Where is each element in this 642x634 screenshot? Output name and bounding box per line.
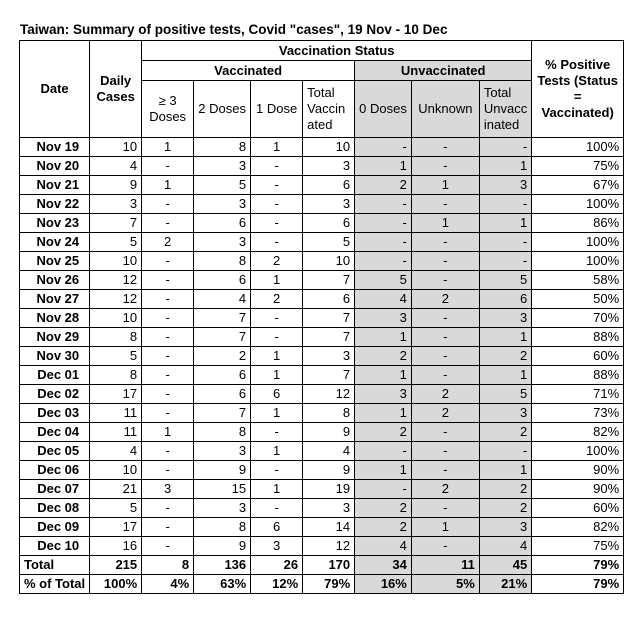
cell-0-doses: 2 (355, 499, 412, 518)
cell-total-unvaccinated: - (479, 233, 531, 252)
cell-date: Dec 07 (20, 480, 90, 499)
cell-total-unvaccinated: 2 (479, 423, 531, 442)
cell-daily-cases: 7 (90, 214, 142, 233)
cell-pct-positive: 88% (532, 366, 624, 385)
cell-daily-cases: 21 (90, 480, 142, 499)
header-total-unvaccinated: Total Unvacc inated (479, 81, 531, 138)
table-row (20, 347, 624, 366)
cell-pct-positive: 86% (532, 214, 624, 233)
header-2-doses: 2 Doses (194, 81, 251, 138)
cell-2-doses: 3 (194, 499, 251, 518)
cell-0-doses: 4 (355, 290, 412, 309)
cell-0-doses: - (355, 214, 412, 233)
cell-2-doses: 2 (194, 347, 251, 366)
cell-total-unvaccinated: 3 (479, 176, 531, 195)
cell-daily-cases: 12 (90, 271, 142, 290)
cell-1-dose: 6 (251, 385, 303, 404)
header-vaccinated: Vaccinated (142, 61, 355, 81)
cell-2-doses: 3 (194, 157, 251, 176)
total-cell-ge3-doses: 8 (142, 556, 194, 575)
cell-pct-positive: 82% (532, 423, 624, 442)
cell-total-unvaccinated: - (479, 138, 531, 157)
cell-total-unvaccinated: - (479, 442, 531, 461)
cell-daily-cases: 17 (90, 518, 142, 537)
cell-unknown: 2 (411, 480, 479, 499)
cell-0-doses: 1 (355, 157, 412, 176)
total-cell-0-doses: 34 (355, 556, 412, 575)
table-row (20, 157, 624, 176)
cell-total-unvaccinated: 3 (479, 518, 531, 537)
cell-date: Nov 25 (20, 252, 90, 271)
cell-ge3-doses: - (142, 461, 194, 480)
cell-1-dose: 1 (251, 347, 303, 366)
cell-date: Dec 09 (20, 518, 90, 537)
cell-daily-cases: 8 (90, 366, 142, 385)
cell-ge3-doses: - (142, 404, 194, 423)
table-row (20, 423, 624, 442)
table-row (20, 214, 624, 233)
cell-1-dose: 6 (251, 518, 303, 537)
cell-0-doses: 1 (355, 366, 412, 385)
cell-1-dose: 1 (251, 366, 303, 385)
cell-total-vaccinated: 19 (303, 480, 355, 499)
cell-unknown: - (411, 233, 479, 252)
cell-total-unvaccinated: 3 (479, 309, 531, 328)
cell-2-doses: 3 (194, 233, 251, 252)
header-daily-cases: Daily Cases (90, 41, 142, 138)
cell-total-vaccinated: 5 (303, 233, 355, 252)
cell-1-dose: - (251, 309, 303, 328)
cell-0-doses: 2 (355, 518, 412, 537)
pct-total-cell-date: % of Total (20, 575, 90, 594)
table-row (20, 290, 624, 309)
cell-unknown: - (411, 423, 479, 442)
cell-date: Nov 21 (20, 176, 90, 195)
cell-pct-positive: 100% (532, 195, 624, 214)
cell-unknown: - (411, 366, 479, 385)
cell-0-doses: - (355, 233, 412, 252)
cell-total-vaccinated: 6 (303, 176, 355, 195)
table-row (20, 176, 624, 195)
pct-total-cell-unknown: 5% (411, 575, 479, 594)
total-cell-unknown: 11 (411, 556, 479, 575)
cell-total-unvaccinated: 5 (479, 385, 531, 404)
cell-0-doses: - (355, 252, 412, 271)
cell-unknown: 1 (411, 176, 479, 195)
cell-date: Dec 08 (20, 499, 90, 518)
cell-unknown: 2 (411, 385, 479, 404)
cell-1-dose: - (251, 461, 303, 480)
pct-total-cell-0-doses: 16% (355, 575, 412, 594)
cell-pct-positive: 71% (532, 385, 624, 404)
cell-0-doses: - (355, 138, 412, 157)
cell-2-doses: 3 (194, 195, 251, 214)
cell-daily-cases: 4 (90, 157, 142, 176)
cell-ge3-doses: 3 (142, 480, 194, 499)
cell-pct-positive: 100% (532, 233, 624, 252)
cell-1-dose: - (251, 499, 303, 518)
cell-2-doses: 3 (194, 442, 251, 461)
cell-total-unvaccinated: - (479, 252, 531, 271)
cell-pct-positive: 82% (532, 518, 624, 537)
cell-total-vaccinated: 8 (303, 404, 355, 423)
cell-date: Dec 06 (20, 461, 90, 480)
cell-date: Nov 30 (20, 347, 90, 366)
table-row (20, 442, 624, 461)
cell-1-dose: - (251, 423, 303, 442)
header-unvaccinated: Unvaccinated (355, 61, 532, 81)
pct-total-row (20, 575, 624, 594)
cell-2-doses: 6 (194, 366, 251, 385)
total-cell-daily-cases: 215 (90, 556, 142, 575)
cell-total-vaccinated: 3 (303, 157, 355, 176)
cell-1-dose: 1 (251, 442, 303, 461)
cell-ge3-doses: - (142, 366, 194, 385)
cell-daily-cases: 12 (90, 290, 142, 309)
header-total-vaccinated: Total Vaccin ated (303, 81, 355, 138)
cell-ge3-doses: - (142, 385, 194, 404)
cell-unknown: - (411, 157, 479, 176)
cell-total-unvaccinated: 2 (479, 480, 531, 499)
cell-2-doses: 8 (194, 138, 251, 157)
cell-total-vaccinated: 3 (303, 499, 355, 518)
header-pct-positive: % Positive Tests (Status = Vaccinated) (532, 41, 624, 138)
cell-unknown: 2 (411, 290, 479, 309)
table-row (20, 138, 624, 157)
cell-2-doses: 8 (194, 518, 251, 537)
cell-0-doses: 2 (355, 347, 412, 366)
cell-total-unvaccinated: 2 (479, 347, 531, 366)
cell-ge3-doses: 1 (142, 176, 194, 195)
cell-unknown: - (411, 499, 479, 518)
cell-unknown: - (411, 537, 479, 556)
table-row (20, 499, 624, 518)
total-cell-date: Total (20, 556, 90, 575)
cell-unknown: - (411, 252, 479, 271)
pct-total-cell-ge3-doses: 4% (142, 575, 194, 594)
table-row (20, 385, 624, 404)
cell-daily-cases: 5 (90, 347, 142, 366)
cell-pct-positive: 90% (532, 461, 624, 480)
cell-unknown: - (411, 347, 479, 366)
pct-total-cell-daily-cases: 100% (90, 575, 142, 594)
header-1-dose: 1 Dose (251, 81, 303, 138)
cell-2-doses: 7 (194, 328, 251, 347)
cell-ge3-doses: - (142, 157, 194, 176)
cell-pct-positive: 100% (532, 252, 624, 271)
cell-date: Dec 05 (20, 442, 90, 461)
cell-daily-cases: 11 (90, 423, 142, 442)
cell-ge3-doses: - (142, 290, 194, 309)
cell-total-unvaccinated: 3 (479, 404, 531, 423)
cell-1-dose: 2 (251, 252, 303, 271)
cell-0-doses: 3 (355, 309, 412, 328)
cell-2-doses: 4 (194, 290, 251, 309)
cell-2-doses: 15 (194, 480, 251, 499)
table-row (20, 404, 624, 423)
total-row (20, 556, 624, 575)
cell-daily-cases: 10 (90, 138, 142, 157)
cell-total-unvaccinated: 6 (479, 290, 531, 309)
cases-table (19, 40, 624, 594)
total-cell-1-dose: 26 (251, 556, 303, 575)
cell-0-doses: 2 (355, 176, 412, 195)
total-cell-2-doses: 136 (194, 556, 251, 575)
cell-date: Nov 26 (20, 271, 90, 290)
cell-total-vaccinated: 3 (303, 347, 355, 366)
cell-pct-positive: 75% (532, 157, 624, 176)
total-cell-pct-positive: 79% (532, 556, 624, 575)
table-row (20, 233, 624, 252)
cell-date: Dec 02 (20, 385, 90, 404)
cell-1-dose: 1 (251, 404, 303, 423)
cell-unknown: 2 (411, 404, 479, 423)
cell-1-dose: 1 (251, 271, 303, 290)
cell-ge3-doses: - (142, 328, 194, 347)
cell-0-doses: - (355, 195, 412, 214)
cell-pct-positive: 70% (532, 309, 624, 328)
cell-0-doses: 1 (355, 328, 412, 347)
cell-date: Nov 23 (20, 214, 90, 233)
cell-daily-cases: 16 (90, 537, 142, 556)
cell-2-doses: 8 (194, 423, 251, 442)
cell-pct-positive: 88% (532, 328, 624, 347)
cell-total-unvaccinated: 4 (479, 537, 531, 556)
cell-unknown: - (411, 442, 479, 461)
table-row (20, 252, 624, 271)
cell-daily-cases: 9 (90, 176, 142, 195)
header-0-doses: 0 Doses (355, 81, 412, 138)
pct-total-cell-2-doses: 63% (194, 575, 251, 594)
cell-daily-cases: 4 (90, 442, 142, 461)
cell-pct-positive: 67% (532, 176, 624, 195)
header-ge3-doses: ≥ 3 Doses (142, 81, 194, 138)
cell-pct-positive: 60% (532, 347, 624, 366)
cell-daily-cases: 10 (90, 309, 142, 328)
pct-total-cell-1-dose: 12% (251, 575, 303, 594)
cell-total-vaccinated: 6 (303, 290, 355, 309)
cell-0-doses: 2 (355, 423, 412, 442)
cell-1-dose: - (251, 214, 303, 233)
cell-1-dose: 1 (251, 480, 303, 499)
cell-ge3-doses: - (142, 499, 194, 518)
cell-ge3-doses: - (142, 252, 194, 271)
cell-0-doses: - (355, 442, 412, 461)
cell-daily-cases: 10 (90, 252, 142, 271)
cell-total-vaccinated: 9 (303, 423, 355, 442)
cell-2-doses: 6 (194, 385, 251, 404)
cell-pct-positive: 50% (532, 290, 624, 309)
cell-1-dose: - (251, 176, 303, 195)
cell-1-dose: 3 (251, 537, 303, 556)
cell-1-dose: - (251, 328, 303, 347)
cell-unknown: - (411, 328, 479, 347)
cell-total-vaccinated: 10 (303, 252, 355, 271)
cell-daily-cases: 8 (90, 328, 142, 347)
cell-total-vaccinated: 10 (303, 138, 355, 157)
cell-total-unvaccinated: 1 (479, 157, 531, 176)
cell-0-doses: 5 (355, 271, 412, 290)
cell-ge3-doses: - (142, 271, 194, 290)
cell-date: Dec 10 (20, 537, 90, 556)
cell-ge3-doses: - (142, 442, 194, 461)
cell-pct-positive: 58% (532, 271, 624, 290)
cell-daily-cases: 17 (90, 385, 142, 404)
cell-total-unvaccinated: 1 (479, 366, 531, 385)
pct-total-cell-total-unvaccinated: 21% (479, 575, 531, 594)
cell-1-dose: 1 (251, 138, 303, 157)
cell-daily-cases: 11 (90, 404, 142, 423)
cell-2-doses: 6 (194, 214, 251, 233)
cell-total-unvaccinated: 1 (479, 461, 531, 480)
cell-pct-positive: 75% (532, 537, 624, 556)
header-unknown: Unknown (411, 81, 479, 138)
cell-date: Dec 03 (20, 404, 90, 423)
total-cell-total-vaccinated: 170 (303, 556, 355, 575)
table-row (20, 366, 624, 385)
table-row (20, 195, 624, 214)
cell-total-unvaccinated: 1 (479, 328, 531, 347)
cell-1-dose: - (251, 157, 303, 176)
cell-1-dose: 2 (251, 290, 303, 309)
cell-date: Nov 19 (20, 138, 90, 157)
cell-1-dose: - (251, 195, 303, 214)
cell-total-unvaccinated: - (479, 195, 531, 214)
cell-total-unvaccinated: 2 (479, 499, 531, 518)
cell-pct-positive: 60% (532, 499, 624, 518)
cell-unknown: - (411, 138, 479, 157)
cell-ge3-doses: - (142, 537, 194, 556)
cell-unknown: - (411, 309, 479, 328)
cell-unknown: - (411, 461, 479, 480)
cell-total-vaccinated: 3 (303, 195, 355, 214)
cell-total-vaccinated: 14 (303, 518, 355, 537)
cell-1-dose: - (251, 233, 303, 252)
cell-2-doses: 9 (194, 537, 251, 556)
cell-ge3-doses: - (142, 347, 194, 366)
total-cell-total-unvaccinated: 45 (479, 556, 531, 575)
cell-ge3-doses: 1 (142, 138, 194, 157)
cell-2-doses: 5 (194, 176, 251, 195)
cell-date: Nov 27 (20, 290, 90, 309)
cell-2-doses: 7 (194, 404, 251, 423)
pct-total-cell-pct-positive: 79% (532, 575, 624, 594)
table-row (20, 461, 624, 480)
cell-2-doses: 9 (194, 461, 251, 480)
cell-total-vaccinated: 6 (303, 214, 355, 233)
cell-unknown: - (411, 271, 479, 290)
cell-unknown: 1 (411, 214, 479, 233)
cell-pct-positive: 90% (532, 480, 624, 499)
cell-total-vaccinated: 7 (303, 271, 355, 290)
cell-pct-positive: 100% (532, 442, 624, 461)
table-title: Taiwan: Summary of positive tests, Covid "cases", 19 Nov - 10 Dec (20, 22, 448, 37)
cell-date: Nov 20 (20, 157, 90, 176)
cell-total-vaccinated: 12 (303, 537, 355, 556)
cell-date: Dec 01 (20, 366, 90, 385)
cell-daily-cases: 10 (90, 461, 142, 480)
cell-daily-cases: 5 (90, 233, 142, 252)
cell-total-unvaccinated: 1 (479, 214, 531, 233)
table-row (20, 518, 624, 537)
cell-total-vaccinated: 7 (303, 366, 355, 385)
table-row (20, 480, 624, 499)
cell-date: Nov 28 (20, 309, 90, 328)
cell-daily-cases: 5 (90, 499, 142, 518)
cell-2-doses: 7 (194, 309, 251, 328)
cell-pct-positive: 73% (532, 404, 624, 423)
cell-ge3-doses: - (142, 309, 194, 328)
cell-unknown: - (411, 195, 479, 214)
cell-date: Dec 04 (20, 423, 90, 442)
cell-0-doses: 1 (355, 404, 412, 423)
cell-total-vaccinated: 7 (303, 328, 355, 347)
cell-daily-cases: 3 (90, 195, 142, 214)
header-date: Date (20, 41, 90, 138)
cell-pct-positive: 100% (532, 138, 624, 157)
cell-ge3-doses: 1 (142, 423, 194, 442)
cell-total-vaccinated: 7 (303, 309, 355, 328)
cell-unknown: 1 (411, 518, 479, 537)
cell-2-doses: 6 (194, 271, 251, 290)
cell-date: Nov 24 (20, 233, 90, 252)
cell-ge3-doses: - (142, 214, 194, 233)
cell-2-doses: 8 (194, 252, 251, 271)
cell-ge3-doses: - (142, 518, 194, 537)
cell-ge3-doses: 2 (142, 233, 194, 252)
cell-total-vaccinated: 12 (303, 385, 355, 404)
cell-ge3-doses: - (142, 195, 194, 214)
cell-total-vaccinated: 9 (303, 461, 355, 480)
header-vaccination-status: Vaccination Status (142, 41, 532, 61)
cell-total-unvaccinated: 5 (479, 271, 531, 290)
pct-total-cell-total-vaccinated: 79% (303, 575, 355, 594)
table-body (20, 138, 624, 556)
cell-0-doses: 1 (355, 461, 412, 480)
cell-0-doses: 4 (355, 537, 412, 556)
cell-date: Nov 29 (20, 328, 90, 347)
table-row (20, 309, 624, 328)
cell-date: Nov 22 (20, 195, 90, 214)
table-row (20, 537, 624, 556)
table-row (20, 328, 624, 347)
cell-0-doses: - (355, 480, 412, 499)
cell-total-vaccinated: 4 (303, 442, 355, 461)
cell-0-doses: 3 (355, 385, 412, 404)
table-row (20, 271, 624, 290)
